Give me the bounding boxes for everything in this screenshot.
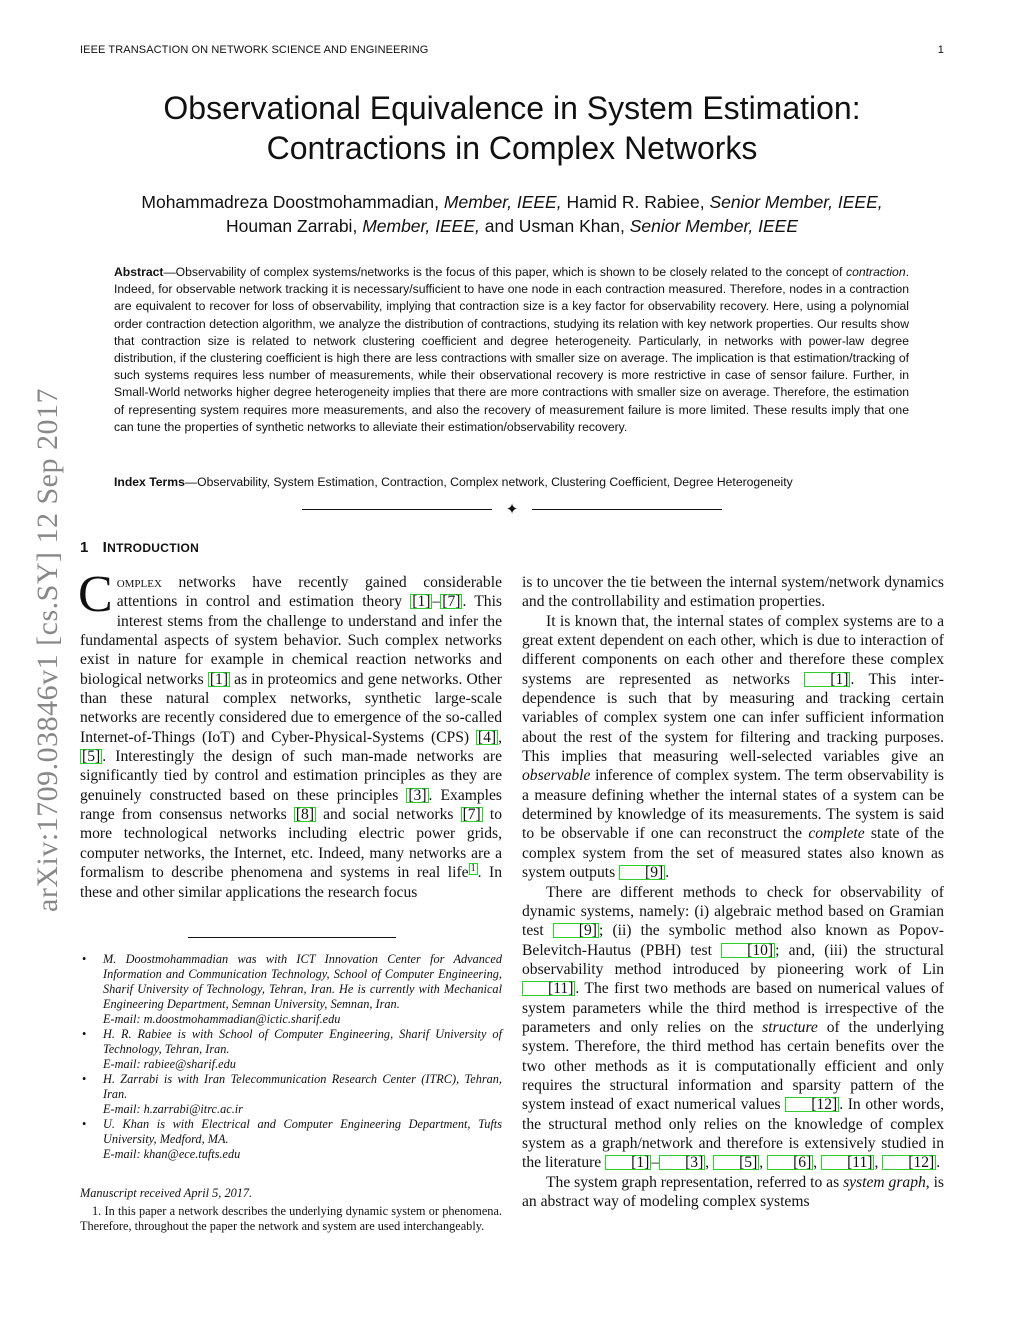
text-run: The system graph representation, referred to as (546, 1173, 844, 1191)
email-text: E-mail: h.zarrabi@itrc.ac.ir (103, 1102, 243, 1116)
emphasis: observable (522, 767, 591, 785)
affiliation-notes (80, 952, 502, 1162)
author-line-1 (80, 190, 944, 214)
abstract-italic: contraction (845, 265, 906, 279)
running-head (80, 44, 944, 56)
text-run: – (651, 1154, 660, 1172)
citation-link[interactable]: [7] (442, 593, 461, 611)
manuscript-note: Manuscript received April 5, 2017. (80, 1186, 253, 1200)
text-run: . In these and other similar applications the research focus (80, 864, 502, 901)
paper-title (80, 88, 944, 168)
citation-link[interactable]: [4] (477, 728, 497, 746)
citation-link[interactable]: [7] (462, 806, 481, 824)
affiliation-text: H. Zarrabi is with Iran Telecommunication Research Center (ITRC), Tehran, Iran. (103, 1072, 502, 1101)
paragraph-methods (522, 883, 944, 1173)
affiliation-email (80, 1012, 502, 1027)
citation-link[interactable]: [1] (412, 593, 431, 611)
text-run: networks have recently gained considerable attentions in control and estimation theory (116, 574, 502, 611)
abstract-label: Abstract (114, 265, 164, 279)
dropcap: C (78, 566, 113, 623)
text-run: , (705, 1154, 714, 1172)
citation-link[interactable]: [5] (713, 1155, 759, 1170)
citation-link[interactable]: [5] (82, 748, 101, 766)
citation-link[interactable]: [9] (619, 865, 665, 880)
author-1-name: Mohammadreza Doostmohammadian, (141, 192, 440, 212)
text-run: and social networks (316, 806, 461, 824)
author-1-role: Member, IEEE, (443, 192, 562, 212)
divider-rule-left (302, 509, 492, 510)
abstract-text-1: —Observability of complex systems/networks is the focus of this paper, which is shown to be closely related to the concept of (163, 265, 846, 279)
affiliation-email (80, 1057, 502, 1072)
bullet-icon: • (82, 952, 87, 966)
text-run: . (665, 864, 670, 882)
right-column (522, 573, 944, 1211)
author-3-name: Houman Zarrabi, (226, 216, 358, 236)
text-run: , (498, 728, 502, 746)
abstract-text-2: . Indeed, for observable network tracking it is necessary/sufficient to have one node in each contraction measured. Therefore, nodes in a contraction are equivalent to recover for loss of observability, implying that contraction size is a key factor for observability recovery. Here, using a polynomial order contraction detection algorithm, we analyze the distribution of contractions, studying its relation with key network properties. Our results show that contraction size is related to network clustering coefficient and degree heterogeneity. Particularly, in networks with power-law degree distribution, if the clustering coefficient is high there are less contractions with smaller size on average. The implication is that estimation/tracking of such systems requires less number of measurements, while their observational recovery is more restrictive in case of sensor failure. Further, in Small-World networks higher degree heterogeneity implies that there are more contractions with smaller size on average. Therefore, the estimation of representing system requires more measurements, and also the recovery of measurement failure is more limited. These results imply that one can tune the properties of synthetic networks to alleviate their estimation/observability recovery. (114, 265, 909, 434)
text-run: of the underlying system. Therefore, the third method has certain benefits over the two other methods as it is computationally efficient and only requires the structural information and sparsity pattern of the system instead of exact numerical values (522, 1018, 944, 1114)
text-run: to more technological networks including electric power grids, computer networks, the Internet, etc. Indeed, many networks are a formalism to describe phenomena and systems in real life (80, 806, 503, 882)
section-number: 1 (80, 539, 89, 556)
text-run: . Examples range from consensus networks (80, 786, 502, 824)
text-run: inference of complex system. The term observability is a measure defining whether the internal states of a system can be determined by knowledge of its measurements. The system is said to be observable if one can reconstruct the (522, 767, 944, 843)
citation-link[interactable]: [12] (882, 1155, 936, 1170)
text-run: . The first two methods are based on numerical values of system parameters while the third method is irrespective of the parameters and only relies on the (522, 980, 944, 1036)
section-title-initial: I (102, 539, 108, 556)
paragraph-system-graph (522, 1173, 944, 1212)
emphasis: structure (762, 1018, 818, 1036)
arxiv-stamp: arXiv:1709.03846v1 [cs.SY] 12 Sep 2017 (31, 388, 64, 912)
section-divider (302, 502, 722, 518)
text-run: state of the complex system from the set of measured states also known as system outputs (522, 825, 945, 882)
divider-rule-right (532, 509, 722, 510)
emphasis: system graph (843, 1173, 926, 1191)
title-line-2: Contractions in Complex Networks (266, 130, 758, 166)
citation-link[interactable]: [1] (605, 1155, 651, 1170)
text-run: . (936, 1154, 941, 1172)
author-4-role: Senior Member, IEEE (629, 216, 798, 236)
citation-link[interactable]: [1] (209, 670, 229, 688)
footnote-1: 1. In this paper a network describes the underlying dynamic system or phenomena. Therefore, throughout the paper the network and system are used interchangeably. (80, 1204, 502, 1233)
text-run: ; (ii) the symbolic method also known as Popov-Belevitch-Hautus (PBH) test (522, 922, 944, 959)
author-line-2 (80, 214, 944, 238)
paragraph-internal-states (522, 612, 944, 883)
citation-link[interactable]: [6] (767, 1155, 813, 1170)
citation-link[interactable]: [11] (821, 1155, 874, 1170)
first-word-rest: omplex (116, 574, 162, 591)
affiliation-email (80, 1102, 502, 1117)
affiliation-email (80, 1147, 502, 1162)
citation-link[interactable]: [3] (659, 1155, 705, 1170)
text-run: . Interestingly the design of such man-made networks are significantly tied by control and estimation principles as they are genuinely constructed based on these principles (80, 748, 502, 804)
text-run: , (874, 1154, 883, 1172)
author-2-role: Senior Member, IEEE, (709, 192, 883, 212)
index-terms (114, 474, 909, 491)
bullet-icon: • (82, 1117, 87, 1131)
abstract (114, 264, 909, 436)
text-run: . This inter-dependence is such that by measuring and tracking certain variables of complex system one can infer sufficient information about the rest of the system for filtering and tracking purposes. This implies that measuring well-selected variables give an (522, 670, 944, 766)
text-run: as in proteomics and gene networks. Other than these natural complex networks, synthetic large-scale networks are recently considered due to emergence of the so-called Internet-of-Things (IoT) and Cyber-Physical-Systems (CPS) (80, 670, 502, 746)
email-text: E-mail: khan@ece.tufts.edu (103, 1147, 241, 1161)
intro-paragraph-1 (78, 566, 503, 902)
left-column (78, 566, 503, 902)
section-title-rest: NTRODUCTION (107, 541, 200, 555)
divider-diamond-icon: ✦ (505, 502, 519, 518)
affiliation-item (80, 1117, 502, 1147)
affiliation-text: U. Khan is with Electrical and Computer Engineering Department, Tufts University, Medford, MA. (103, 1117, 502, 1146)
email-text: E-mail: m.doostmohammadian@ictic.sharif.edu (103, 1012, 341, 1026)
author-3-role: Member, IEEE, (362, 216, 480, 236)
citation-link[interactable]: [11] (522, 981, 575, 996)
citation-link[interactable]: [3] (408, 786, 427, 804)
text-run: It is known that, the internal states of complex systems are to a great extent dependent on each other, which is due to interaction of different components on each other and therefore these complex systems are represented as networks (522, 612, 944, 688)
text-run: – (432, 593, 441, 611)
citation-link[interactable]: [8] (295, 806, 315, 824)
paragraph-continued: is to uncover the tie between the internal system/network dynamics and the controllability and estimation properties. (522, 574, 944, 611)
bullet-icon: • (82, 1027, 87, 1041)
citation-link[interactable]: [1] (804, 672, 850, 687)
text-run: , (759, 1154, 768, 1172)
affiliation-item (80, 1072, 502, 1102)
text-run: There are different methods to check for observability of dynamic systems, namely: (i) algebraic method based on Gramian test (522, 883, 944, 940)
author-list (80, 190, 944, 238)
citation-link[interactable]: [9] (553, 923, 599, 938)
text-run: ; and, (iii) the structural observability method introduced by pioneering work of Lin (522, 941, 944, 978)
footnote-rule (188, 937, 396, 938)
index-terms-text: —Observability, System Estimation, Contraction, Complex network, Clustering Coefficient, Degree Heterogeneity (184, 475, 793, 489)
citation-link[interactable]: [10] (721, 943, 775, 958)
author-2-name: Hamid R. Rabiee, (566, 192, 705, 212)
email-text: E-mail: rabiee@sharif.edu (103, 1057, 236, 1071)
bullet-icon: • (82, 1072, 87, 1086)
author-4-name: and Usman Khan, (484, 216, 625, 236)
title-line-1: Observational Equivalence in System Estimation: (163, 90, 861, 126)
page-number: 1 (937, 44, 944, 56)
section-heading (80, 539, 199, 556)
affiliation-item (80, 952, 502, 1012)
journal-name: IEEE TRANSACTION ON NETWORK SCIENCE AND ENGINEERING (80, 44, 429, 56)
affiliation-text: M. Doostmohammadian was with ICT Innovation Center for Advanced Information and Communication Technology, School of Computer Engineering, Sharif University of Technology, Tehran, Iran. He is currently with Mechanical Engineering Department, Semnan University, Semnan, Iran. (103, 952, 502, 1011)
citation-link[interactable]: [12] (785, 1097, 839, 1112)
index-terms-label: Index Terms (114, 475, 185, 489)
text-run: . In other words, the structural method only relies on the knowledge of complex system as a graph/network and therefore is extensively studied in the literature (522, 1096, 944, 1172)
text-run: . This interest stems from the challenge to understand and infer the fundamental aspects of system behavior. Such complex networks exist in nature for example in chemical reaction networks and biological networks (80, 593, 502, 688)
text-run: , (813, 1154, 822, 1172)
text-run: , is an abstract way of modeling complex systems (522, 1173, 944, 1210)
affiliation-text: H. R. Rabiee is with School of Computer Engineering, Sharif University of Technology, Tehran, Iran. (103, 1027, 502, 1056)
emphasis: complete (808, 825, 865, 843)
footnote-marker-link[interactable]: 1 (470, 863, 476, 875)
affiliation-item (80, 1027, 502, 1057)
